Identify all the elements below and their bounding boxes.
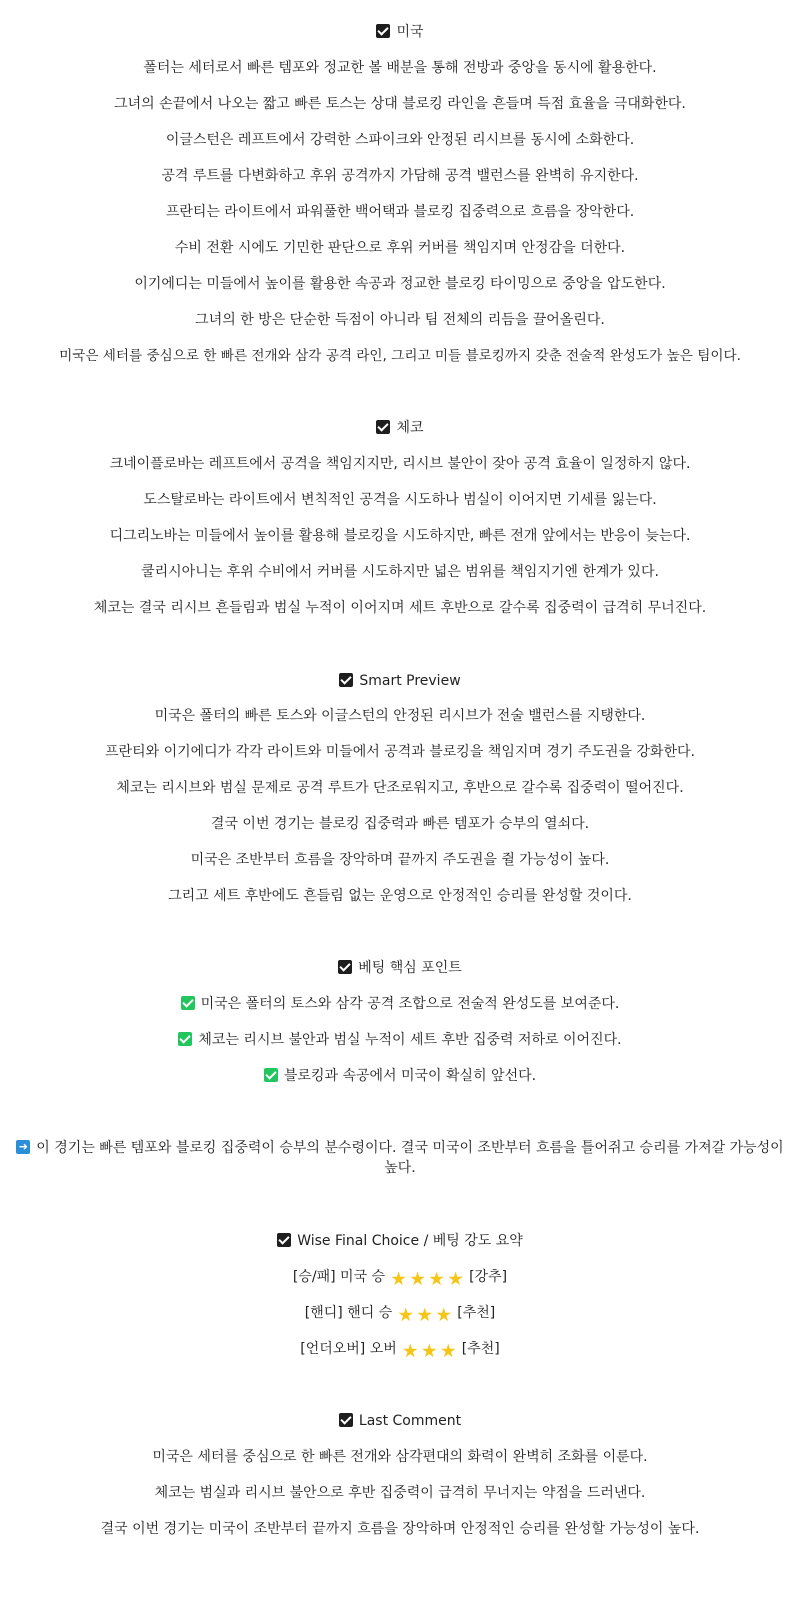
paragraph-line: 그리고 세트 후반에도 흔들림 없는 운영으로 안정적인 승리를 완성할 것이다. (168, 888, 632, 904)
paragraph-line: 이기에디는 미들에서 높이를 활용한 속공과 정교한 블로킹 타이밍으로 중앙을 압도한다. (134, 276, 666, 292)
paragraph-line: 체코는 범실과 리시브 불안으로 후반 집중력이 급격히 무너지는 약점을 드러낸다. (154, 1485, 646, 1501)
star-icon (417, 1308, 432, 1323)
green-check-icon (181, 996, 195, 1010)
paragraph-line: 이글스턴은 레프트에서 강력한 스파이크와 안정된 리시브를 동시에 소화한다. (165, 132, 635, 148)
paragraph-line: 체코는 리시브와 범실 문제로 공격 루트가 단조로워지고, 후반으로 갈수록 집중력이 떨어진다. (116, 780, 684, 796)
star-rating (401, 1341, 458, 1361)
green-check-icon (264, 1068, 278, 1082)
paragraph-line: 미국은 세터를 중심으로 한 빠른 전개와 삼각편대의 화력이 완벽히 조화를 이룬다. (152, 1449, 648, 1465)
star-rating (396, 1305, 453, 1325)
paragraph-line: 미국은 조반부터 흐름을 장악하며 끝까지 주도권을 쥘 가능성이 높다. (190, 852, 610, 868)
paragraph-line: 디그리노바는 미들에서 높이를 활용해 블로킹을 시도하지만, 빠른 전개 앞에서는 반응이 늦는다. (109, 528, 691, 544)
checkbox-checked-icon (338, 960, 352, 974)
paragraph-line: 체코는 결국 리시브 흔들림과 범실 누적이 이어지며 세트 후반으로 갈수록 집중력이 급격히 무너진다. (93, 600, 707, 616)
paragraph-line: 수비 전환 시에도 기민한 판단으로 후위 커버를 책임지며 안정감을 더한다. (174, 240, 626, 256)
paragraph-line: 그녀의 손끝에서 나오는 짧고 빠른 토스는 상대 블로킹 라인을 흔들며 득점 효율을 극대화한다. (114, 96, 686, 112)
star-icon (398, 1308, 413, 1323)
right-arrow-icon (16, 1140, 30, 1154)
paragraph-line: 도스탈로바는 라이트에서 변칙적인 공격을 시도하나 범실이 이어지면 기세를 잃는다. (143, 492, 657, 508)
paragraph-line: 미국은 폴터의 빠른 토스와 이글스턴의 안정된 리시브가 전술 밸런스를 지탱한다. (154, 708, 646, 724)
betting-point: 미국은 폴터의 토스와 삼각 공격 조합으로 전술적 완성도를 보여준다. (0, 994, 800, 1014)
pick-row: [언더오버] 오버 [추천] (0, 1339, 800, 1361)
checkbox-checked-icon (339, 673, 353, 687)
checkbox-checked-icon (376, 420, 390, 434)
paragraph-line: 미국은 세터를 중심으로 한 빠른 전개와 삼각 공격 라인, 그리고 미들 블로킹까지 갖춘 전술적 완성도가 높은 팀이다. (59, 348, 741, 364)
paragraph-line: 그녀의 한 방은 단순한 득점이 아니라 팀 전체의 리듬을 끌어올린다. (195, 312, 605, 328)
star-icon (441, 1344, 456, 1359)
checkbox-checked-icon (376, 24, 390, 38)
section-heading-smart-preview: Smart Preview (0, 671, 800, 691)
star-icon (403, 1344, 418, 1359)
paragraph-line: 프란티와 이기에디가 각각 라이트와 미들에서 공격과 블로킹을 책임지며 경기 주도권을 강화한다. (105, 744, 695, 760)
paragraph-line: 결국 이번 경기는 블로킹 집중력과 빠른 템포가 승부의 열쇠다. (210, 816, 590, 832)
pick-row: [핸디] 핸디 승 [추천] (0, 1303, 800, 1325)
paragraph-line: 프란티는 라이트에서 파워풀한 백어택과 블로킹 집중력으로 흐름을 장악한다. (165, 204, 635, 220)
star-icon (429, 1272, 444, 1287)
star-rating (389, 1269, 465, 1289)
section-heading-czech: 체코 (0, 418, 800, 438)
green-check-icon (178, 1032, 192, 1046)
paragraph-line: 결국 이번 경기는 미국이 조반부터 끝까지 흐름을 장악하며 안정적인 승리를 완성할 가능성이 높다. (100, 1521, 700, 1537)
summary-paragraph: ➜이 경기는 빠른 템포와 블로킹 집중력이 승부의 분수령이다. 결국 미국이 조반부터 흐름을 틀어쥐고 승리를 가져갈 가능성이 높다. (12, 1138, 788, 1178)
star-icon (448, 1272, 463, 1287)
paragraph-line: 공격 루트를 다변화하고 후위 공격까지 가담해 공격 밸런스를 완벽히 유지한다. (161, 168, 639, 184)
betting-point: 체코는 리시브 불안과 범실 누적이 세트 후반 집중력 저하로 이어진다. (0, 1030, 800, 1050)
section-heading-usa: 미국 (0, 22, 800, 42)
star-icon (436, 1308, 451, 1323)
pick-row: [승/패] 미국 승 [강추] (0, 1267, 800, 1289)
checkbox-checked-icon (277, 1233, 291, 1247)
section-heading-final-choice: Wise Final Choice / 베팅 강도 요약 (0, 1231, 800, 1251)
section-heading-last-comment: Last Comment (0, 1411, 800, 1431)
star-icon (422, 1344, 437, 1359)
betting-point: 블로킹과 속공에서 미국이 확실히 앞선다. (0, 1066, 800, 1086)
section-heading-betting: 베팅 핵심 포인트 (0, 958, 800, 978)
paragraph-line: 크네이플로바는 레프트에서 공격을 책임지지만, 리시브 불안이 잦아 공격 효율이 일정하지 않다. (109, 456, 691, 472)
checkbox-checked-icon (339, 1413, 353, 1427)
star-icon (391, 1272, 406, 1287)
paragraph-line: 쿨리시아니는 후위 수비에서 커버를 시도하지만 넓은 범위를 책임지기엔 한계가 있다. (141, 564, 659, 580)
star-icon (410, 1272, 425, 1287)
paragraph-line: 폴터는 세터로서 빠른 템포와 정교한 볼 배분을 통해 전방과 중앙을 동시에 활용한다. (143, 60, 657, 76)
